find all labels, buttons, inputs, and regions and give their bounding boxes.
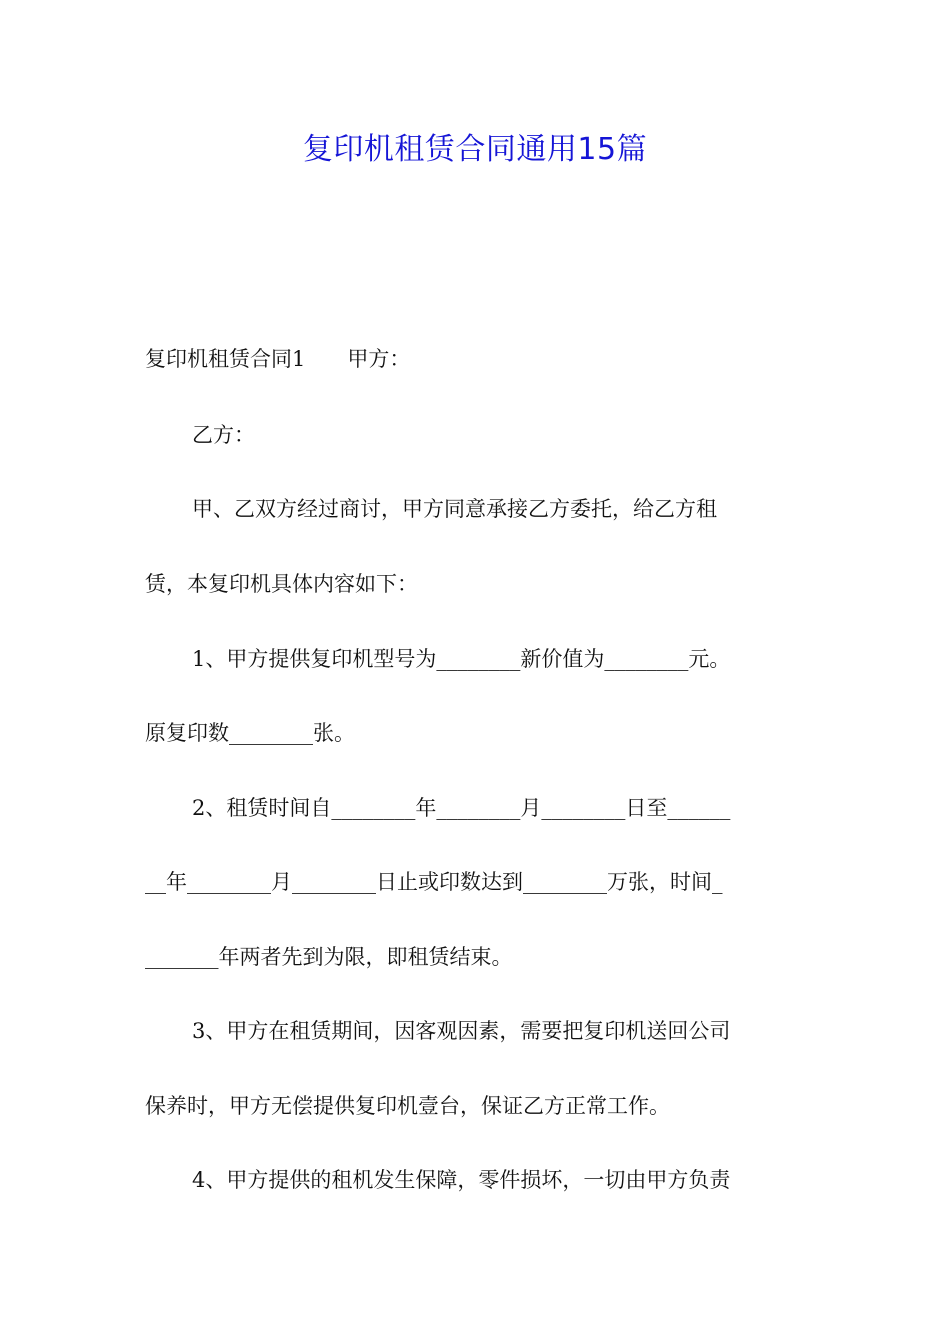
paragraph-line: 原复印数________张。 xyxy=(145,721,355,745)
paragraph-line: 1、甲方提供复印机型号为________新价值为________元。 xyxy=(192,647,731,671)
document-title: 复印机租赁合同通用15篇 xyxy=(302,132,648,167)
paragraph-line: _______年两者先到为限，即租赁结束。 xyxy=(145,945,513,969)
paragraph-line: 甲、乙双方经过商讨，甲方同意承接乙方委托，给乙方租 xyxy=(192,497,717,521)
paragraph-line: 赁，本复印机具体内容如下： xyxy=(145,572,418,596)
paragraph-line: 保养时，甲方无偿提供复印机壹台，保证乙方正常工作。 xyxy=(145,1094,670,1118)
paragraph-line: 复印机租赁合同1 甲方： xyxy=(145,347,411,371)
paragraph-line: 4、甲方提供的租机发生保障，零件损坏，一切由甲方负责 xyxy=(192,1168,731,1192)
paragraph-line: 2、租赁时间自________年________月________日至______ xyxy=(192,796,731,820)
paragraph-line: __年________月________日止或印数达到________万张，时间_ xyxy=(145,870,723,894)
paragraph-line: 3、甲方在租赁期间，因客观因素，需要把复印机送回公司 xyxy=(192,1019,731,1043)
paragraph-line: 乙方： xyxy=(192,423,255,447)
